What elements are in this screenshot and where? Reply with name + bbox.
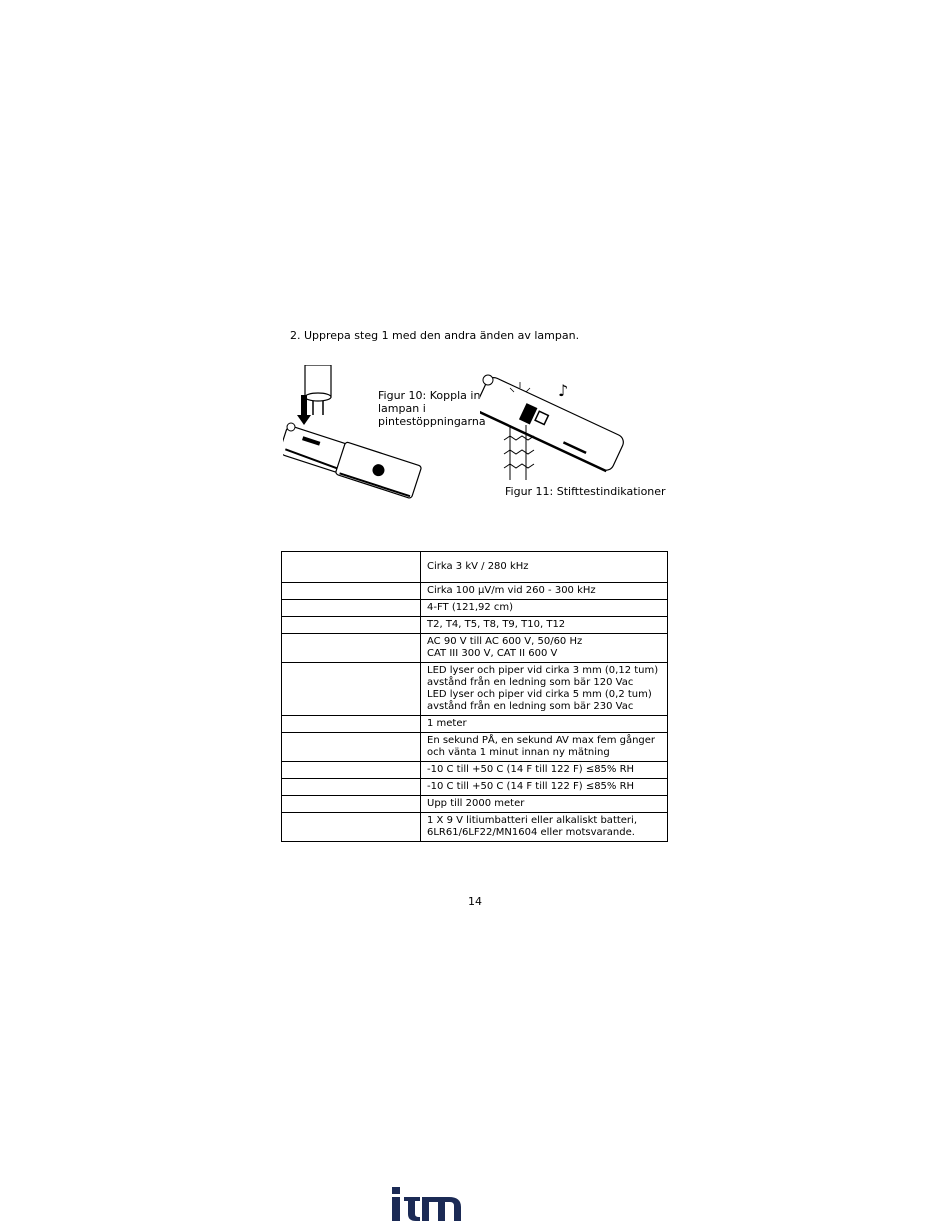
table-row	[282, 663, 668, 716]
spec-label	[282, 813, 421, 842]
spec-label	[282, 716, 421, 733]
figure-11-caption: Figur 11: Stifttestindikationer	[505, 485, 666, 498]
table-row	[282, 634, 668, 663]
spec-label	[282, 733, 421, 762]
table-row	[282, 796, 668, 813]
table-row	[282, 813, 668, 842]
table-row	[282, 779, 668, 796]
table-row	[282, 583, 668, 600]
spec-value: 4-FT (121,92 cm)	[421, 600, 668, 617]
spec-label	[282, 762, 421, 779]
specifications-table	[281, 551, 668, 842]
spec-label	[282, 634, 421, 663]
svg-text:♪: ♪	[558, 381, 569, 400]
spec-label	[282, 600, 421, 617]
spec-label	[282, 552, 421, 583]
spec-value: AC 90 V till AC 600 V, 50/60 Hz CAT III 300 V, CAT II 600 V	[421, 634, 668, 663]
table-row	[282, 617, 668, 634]
spec-value: T2, T4, T5, T8, T9, T10, T12	[421, 617, 668, 634]
table-row	[282, 716, 668, 733]
step-instruction: 2. Upprepa steg 1 med den andra änden av lampan.	[290, 329, 580, 342]
spec-value: -10 C till +50 C (14 F till 122 F) ≤85% RH	[421, 762, 668, 779]
spec-value: LED lyser och piper vid cirka 3 mm (0,12 tum) avstånd från en ledning som bär 120 Vac LED lyser och piper vid cirka 5 mm (0,2 tum) avstånd från en ledning som bär 230 Vac	[421, 663, 668, 716]
spec-value: -10 C till +50 C (14 F till 122 F) ≤85% RH	[421, 779, 668, 796]
spec-label	[282, 663, 421, 716]
itm-logo	[392, 1187, 464, 1225]
table-row	[282, 552, 668, 583]
spec-value: Cirka 3 kV / 280 kHz	[421, 552, 668, 583]
table-row	[282, 600, 668, 617]
figure-10-caption: Figur 10: Koppla in lampan i pintestöppningarna	[378, 389, 486, 428]
spec-value: Upp till 2000 meter	[421, 796, 668, 813]
spec-label	[282, 617, 421, 634]
table-row	[282, 762, 668, 779]
spec-label	[282, 779, 421, 796]
spec-value: 1 meter	[421, 716, 668, 733]
spec-value: Cirka 100 µV/m vid 260 - 300 kHz	[421, 583, 668, 600]
spec-value: En sekund PÅ, en sekund AV max fem gånger och vänta 1 minut innan ny mätning	[421, 733, 668, 762]
table-row	[282, 733, 668, 762]
spec-label	[282, 796, 421, 813]
spec-label	[282, 583, 421, 600]
spec-value: 1 X 9 V litiumbatteri eller alkaliskt batteri, 6LR61/6LF22/MN1604 eller motsvarande.	[421, 813, 668, 842]
figure-10-illustration	[283, 365, 433, 505]
figure-11-illustration	[480, 370, 640, 485]
page-number: 14	[468, 895, 482, 908]
